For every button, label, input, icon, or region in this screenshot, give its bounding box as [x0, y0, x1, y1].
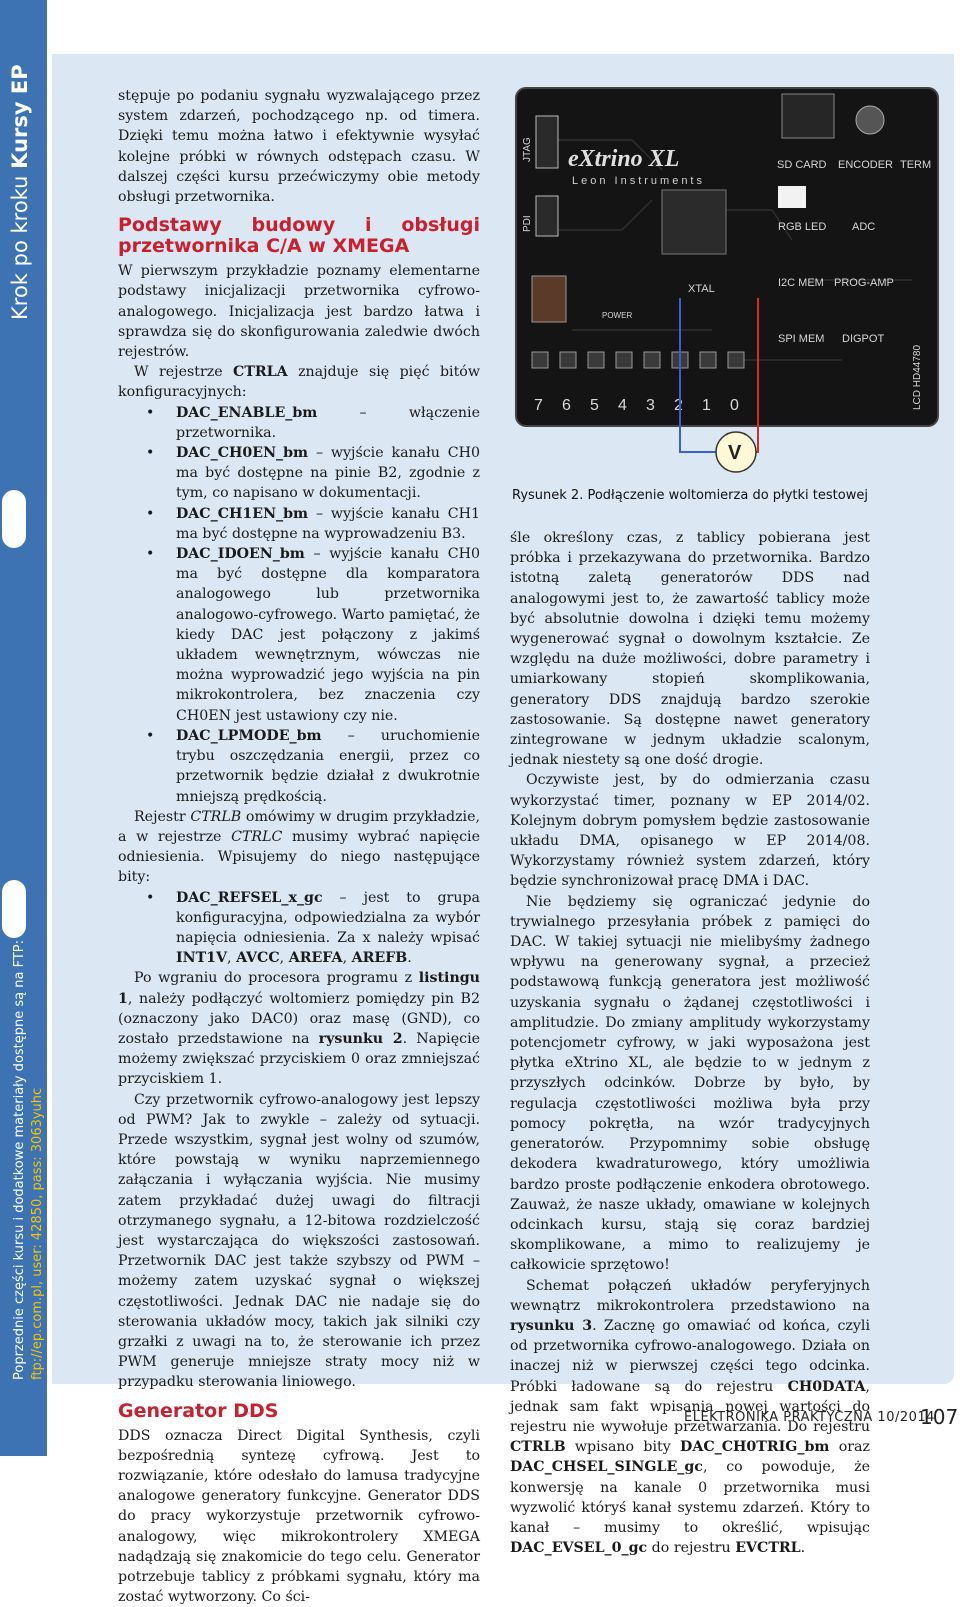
text-span: . Zacznę go omawiać od końca, czyli od przetwornika cyfrowo-analogowego. Działa on inaczej niż w pierwszej części tego odcinka. Próbki ładowane są do rejestru	[510, 1317, 870, 1395]
power-label: POWER	[602, 311, 633, 320]
text-span: , jednak sam fakt wpisania nowej wartości do rejestru nie wywołuje przetwarzania. Do rejestru	[510, 1378, 870, 1435]
board-maker: Leon Instruments	[572, 175, 705, 187]
series-title-light: Krok po kroku	[8, 168, 32, 320]
bit-description: – wyjście kanału CH0 ma być dostępne dla komparatora analogowego lub przetwornika analogowo-cyfrowego. Warto pamiętać, że kiedy DAC jest połączony z jakimś układem wewnętrznym, wówczas nie można wyprowadzić jego wyjścia na pin mikrokontrolera, bez znaczenia czy CH0EN jest ustawiony czy nie.	[176, 546, 480, 724]
register-name: CTRLA	[233, 364, 288, 381]
paragraph: śle określony czas, z tablicy pobierana jest próbka i przekazywana do przetwornika. Bardzo istotną zaletą generatorów DDS nad analogowymi jest to, że zawartość tablicy może być absolutnie dowolna i dzięki temu możemy wygenerować sygnał o dowolnym kształcie. Ze względu na duże możliwości, dobre parametry i umiarkowany stopień skomplikowania, generatory DDS znajdują bardzo szerokie zastosowanie. Są dostępne nawet generatory zintegrowane w jednym układzie scalonym, jednak niestety są one dość drogie.	[510, 530, 870, 769]
section-heading-dds: Generator DDS	[118, 1399, 279, 1422]
register-name: CTRLC	[231, 828, 283, 845]
board-brand: eXtrino XL	[568, 146, 680, 172]
list-item	[118, 544, 480, 726]
figure-ref: rysunku 3	[510, 1317, 593, 1334]
text-span: omówimy w drugim przykładzie, a w rejestrze	[118, 808, 480, 845]
text-span: . Napięcie możemy zwiększać przyciskiem 0 oraz zmniejszać przyciskiem 1.	[118, 1030, 480, 1088]
encoder-label: ENCODER	[838, 159, 894, 171]
bit-name: DAC_CH1EN_bm	[176, 505, 309, 522]
button-number: 7	[534, 397, 543, 414]
pdi-label: PDI	[522, 215, 533, 232]
bit-name: DAC_CHSEL_SINGLE_gc	[510, 1459, 703, 1476]
capacitor	[532, 276, 566, 322]
term-label: TERM	[900, 159, 932, 171]
bit-description: – uruchomienie trybu oszczędzania energii, przez co przetwornik będzie działał z dwukrotnie mniejszą prędkością.	[176, 727, 480, 805]
figure-ref: rysunku 2	[318, 1030, 403, 1047]
register-name: CTRLB	[190, 808, 242, 825]
text-span: musimy wybrać napięcie odniesienia. Wpisujemy do niego następujące bity:	[118, 828, 480, 886]
register-name: CH0DATA	[787, 1378, 866, 1395]
adc-label: ADC	[852, 221, 876, 233]
xtal-label: XTAL	[688, 283, 715, 295]
bit-name: DAC_REFSEL_x_gc	[176, 889, 323, 906]
listing-ref: listingu 1	[118, 970, 480, 1007]
text-span: Schemat połączeń układów peryferyjnych wewnątrz mikrokontrolera przedstawiono na	[510, 1277, 870, 1314]
register-name: EVCTRL	[735, 1540, 801, 1557]
paragraph: Oczywiste jest, by do odmierzania czasu wykorzystać timer, poznany w EP 2014/02. Kolejnym dobrym pomysłem będzie zastosowanie układu DMA, opisanego w EP 2014/08. Wykorzystamy również system zdarzeń, który będzie synchronizował pracę DMA i DAC.	[510, 772, 870, 890]
button-number: 0	[730, 397, 739, 414]
magazine-issue: ELEKTRONIKA PRAKTYCZNA 10/2014	[684, 1410, 935, 1425]
paragraph	[118, 807, 480, 888]
text-span: Rejestr	[134, 808, 191, 825]
right-column	[510, 528, 870, 1558]
ref-option: AREFB	[351, 950, 408, 967]
lcd-label: LCD HD44780	[912, 344, 923, 410]
series-title	[8, 64, 32, 320]
text-span: , co powoduje, że konwersję na kanale 0 przetwornika musi wyzwolić któryś kanał systemu zdarzeń. Który to kanał – musimy to określić, wpisując	[510, 1459, 870, 1536]
paragraph: W pierwszym przykładzie poznamy elementarne podstawy inicjalizacji przetwornika cyfrowo-analogowego. Inicjalizacja jest bardzo łatwa i sprawdza się do skonfigurowania zaledwie dwóch rejestrów.	[118, 263, 480, 361]
register-name: CTRLB	[510, 1439, 566, 1456]
prog-amp-label: PROG-AMP	[834, 277, 894, 289]
bit-name: DAC_CH0EN_bm	[176, 445, 309, 462]
text-span: Po wgraniu do procesora programu z	[134, 970, 419, 987]
bit-name: DAC_EVSEL_0_gc	[510, 1540, 648, 1557]
text-span: wpisano bity	[565, 1439, 681, 1456]
left-column	[118, 86, 480, 1607]
list-item: • DAC_REFSEL_x_gc – jest to grupa konfiguracyjna, odpowiedzialna za wybór napięcia odniesienia. Za x należy wpisać INT1V, AVCC, AREFA, AREFB.	[118, 888, 480, 969]
bit-list	[118, 888, 480, 969]
i2c-mem-label: I2C MEM	[778, 277, 824, 289]
page-number: 107	[920, 1405, 959, 1429]
rgb-led	[778, 186, 806, 208]
bit-description: – wyjście kanału CH1 ma być dostępne na wyprowadzeniu B3.	[176, 505, 480, 542]
list-item	[118, 726, 480, 807]
sidebar-tab-marker	[2, 880, 26, 938]
bit-list	[118, 403, 480, 807]
board-figure	[512, 80, 942, 480]
jtag-header	[536, 116, 558, 168]
ref-option: AREFA	[288, 950, 343, 967]
spi-mem-label: SPI MEM	[778, 333, 825, 345]
section-heading-dac: Podstawy budowy i obsługi przetwornika C/A w XMEGA	[118, 214, 480, 258]
button-number: 4	[618, 397, 627, 414]
button-number: 3	[646, 397, 655, 414]
sidebar	[0, 0, 47, 1456]
bit-description: – włączenie przetwornika.	[176, 404, 480, 441]
bit-name: DAC_CH0TRIG_bm	[680, 1439, 830, 1456]
text-span: .	[800, 1540, 806, 1557]
audio-jack	[782, 94, 834, 138]
bit-description: – wyjście kanału CH0 ma być dostępne na pinie B2, zgodnie z tym, co napisano w dokumentacji.	[176, 445, 480, 502]
bit-name: DAC_IDOEN_bm	[176, 546, 305, 563]
button-number: 5	[590, 397, 599, 414]
button-number: 1	[702, 397, 711, 414]
bit-description: – jest to grupa konfiguracyjna, odpowiedzialna za wybór napięcia odniesienia. Za x należy wpisać	[176, 889, 480, 946]
text-span: , należy podłączyć woltomierz pomiędzy pin B2 (oznaczony jako DAC0) oraz masę (GND), co zostało przedstawione na	[118, 990, 480, 1047]
paragraph: DDS oznacza Direct Digital Synthesis, czyli bezpośrednią syntezę cyfrową. Jest to rozwiązanie, które odesłało do lamusa tradycyjne analogowe generatory funkcyjne. Generator DDS do pracy wykorzystuje przetwornik cyfrowo-analogowy, więc mikrokontrolery XMEGA nadądzają się znakomicie do tego celu. Generator potrzebuje tablicy z próbkami sygnału, który ma zostać wytworzony. Co ści-	[118, 1427, 480, 1606]
paragraph: Nie będziemy się ograniczać jedynie do trywialnego przesyłania próbek z pamięci do DAC. W takiej sytuacji nie mielibyśmy żadnego wpływu na generowany sygnał, a przecież podstawową funkcją generatora jest możliwość uzyskania sygnału o żądanej częstotliwości i amplitudzie. Do zmiany amplitudy wykorzystamy potencjometr cyfrowy, w jaki wyposażona jest płytka eXtrino XL, ale będzie to w jednym z przyszłych odcinków. Dobrze by było, by regulacja częstotliwości możliwa była przy pomocy pokrętła, na wzór tradycyjnych generatorów. Przypomnimy sobie obsługę dekodera kwadraturowego, który umożliwia bardzo proste podłączenie enkodera obrotowego. Zauważ, że nasze układy, omawiane w kolejnych odcinkach kursu, stają się coraz bardziej skomplikowane, a mimo to realizujemy je całkowicie sprzętowo!	[510, 893, 870, 1274]
ref-option: INT1V	[176, 950, 228, 967]
ftp-credentials[interactable]: ftp://ep.com.pl, user: 42850, pass: 3063yuhc	[30, 1087, 45, 1380]
button-number: 2	[674, 397, 683, 414]
list-item	[118, 504, 480, 544]
pdi-header	[536, 196, 558, 236]
figure-caption: Rysunek 2. Podłączenie woltomierza do płytki testowej	[512, 488, 868, 503]
list-item	[118, 403, 480, 443]
mcu-chip	[662, 190, 726, 254]
intro-paragraph: stępuje po podaniu sygnału wyzwalającego przez system zdarzeń, pochodzącego np. od timera. Dzięki temu można łatwo i efektywnie wysyłać kolejne próbki w równych odstępach czasu. W dalszej części kursu przećwiczymy obie metody obsługi przetwornika.	[118, 88, 480, 206]
pcb	[516, 88, 938, 426]
voltmeter-symbol: V	[728, 442, 742, 464]
rgb-led-label: RGB LED	[778, 221, 827, 233]
button-number: 6	[562, 397, 571, 414]
series-title-bold: Kursy EP	[8, 64, 32, 169]
bit-name: DAC_LPMODE_bm	[176, 727, 322, 744]
sidebar-tab-marker	[2, 490, 26, 548]
digpot-label: DIGPOT	[842, 333, 885, 345]
ref-option: AVCC	[236, 950, 280, 967]
text-span: W rejestrze	[134, 364, 234, 381]
ftp-note: Poprzednie części kursu i dodatkowe materiały dostępne są na FTP:	[12, 939, 27, 1380]
text-span: oraz	[829, 1439, 870, 1456]
list-item	[118, 443, 480, 504]
paragraph	[118, 968, 480, 1089]
paragraph: Czy przetwornik cyfrowo-analogowy jest lepszy od PWM? Jak to zwykle – zależy od sytuacji. Przede wszystkim, sygnał jest wolny od szumów, które powstają w wyniku naprzemiennego załączania i wyłączania wyjścia. Nie musimy zatem przykładać dużej uwagi do filtracji otrzymanego sygnału, a 12-bitowa rozdzielczość jest wystarczająca do większości zastosowań. Przetwornik DAC jest także szybszy od PWM – możemy zatem uzyskać sygnał o większej częstotliwości. Jednak DAC nie nadaje się do sterowania układów mocy, takich jak silniki czy grzałki z uwagi na to, że sterowanie ich przez PWM generuje mniejsze straty mocy niż w przypadku sterowania liniowego.	[118, 1091, 480, 1391]
extrino-board-illustration	[512, 80, 942, 480]
paragraph	[118, 362, 480, 402]
encoder-knob	[856, 106, 884, 134]
text-span: do rejestru	[647, 1540, 736, 1557]
text-span: znajduje się pięć bitów konfiguracyjnych:	[118, 364, 480, 401]
sd-card-label: SD CARD	[777, 159, 827, 171]
bit-name: DAC_ENABLE_bm	[176, 404, 318, 421]
jtag-label: JTAG	[522, 137, 533, 162]
